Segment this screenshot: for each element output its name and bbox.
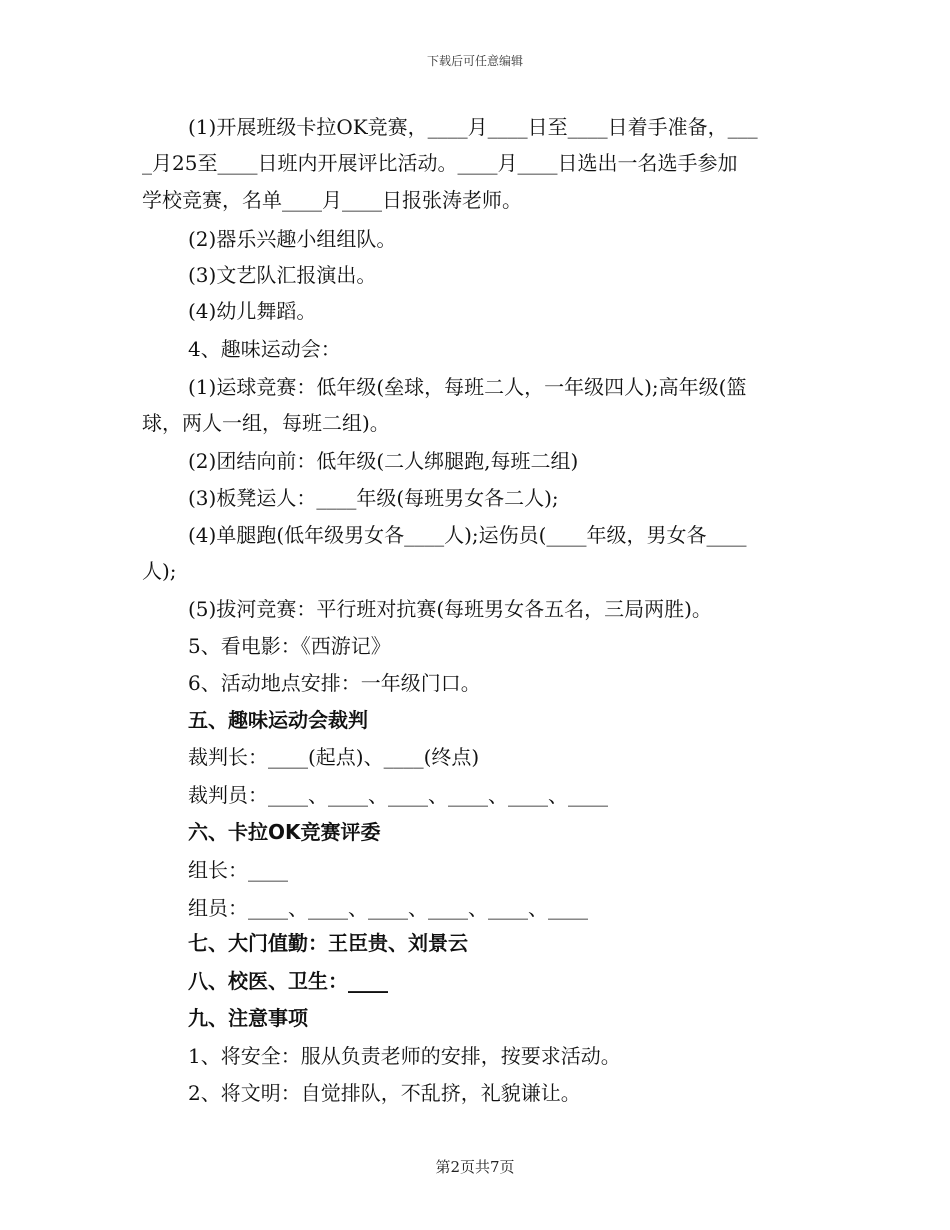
text-line: (3)板凳运人：____年级(每班男女各二人); <box>188 486 559 510</box>
text-line: 裁判员：____、____、____、____、____、____ <box>188 783 608 807</box>
text-line: 学校竞赛，名单____月____日报张涛老师。 <box>142 188 522 212</box>
text-line: (2)团结向前：低年级(二人绑腿跑,每班二组) <box>188 449 579 473</box>
text-line: (5)拔河竞赛：平行班对抗赛(每班男女各五名，三局两胜)。 <box>188 597 712 621</box>
text-line: (1)运球竞赛：低年级(垒球，每班二人，一年级四人);高年级(篮 <box>188 375 747 399</box>
text-line: 5、看电影：《西游记》 <box>188 634 391 658</box>
text-line: (4)单腿跑(低年级男女各____人);运伤员(____年级，男女各____ <box>188 523 747 547</box>
section-heading: 六、卡拉OK竞赛评委 <box>188 820 381 844</box>
text-line: 2、将文明：自觉排队，不乱挤，礼貌谦让。 <box>188 1081 581 1105</box>
text-line: 球，两人一组，每班二组)。 <box>142 411 390 435</box>
text-line: 1、将安全：服从负责老师的安排，按要求活动。 <box>188 1044 621 1068</box>
text-line: (1)开展班级卡拉OK竞赛，____月____日至____日着手准备，___ <box>188 115 758 139</box>
text-line: 人); <box>142 559 177 583</box>
text-line: (3)文艺队汇报演出。 <box>188 263 377 287</box>
text-line: _月25至____日班内开展评比活动。____月____日选出一名选手参加 <box>142 151 738 175</box>
page-number: 第2页共7页 <box>435 1158 515 1176</box>
text-line: 组员：____、____、____、____、____、____ <box>188 896 588 920</box>
text-line: 6、活动地点安排：一年级门口。 <box>188 671 481 695</box>
section-heading: 五、趣味运动会裁判 <box>188 708 368 732</box>
text-line: (4)幼儿舞蹈。 <box>188 299 317 323</box>
section-heading: 七、大门值勤：王臣贵、刘景云 <box>188 931 468 955</box>
text-line: 裁判长：____(起点)、____(终点) <box>188 745 480 769</box>
text-line: (2)器乐兴趣小组组队。 <box>188 227 397 251</box>
page-header: 下载后可任意编辑 <box>426 54 523 68</box>
text-line: 组长：____ <box>188 858 288 882</box>
section-heading: 九、注意事项 <box>188 1006 308 1030</box>
section-heading: 八、校医、卫生：____ <box>188 969 388 993</box>
section-heading: 4、趣味运动会： <box>188 337 341 361</box>
